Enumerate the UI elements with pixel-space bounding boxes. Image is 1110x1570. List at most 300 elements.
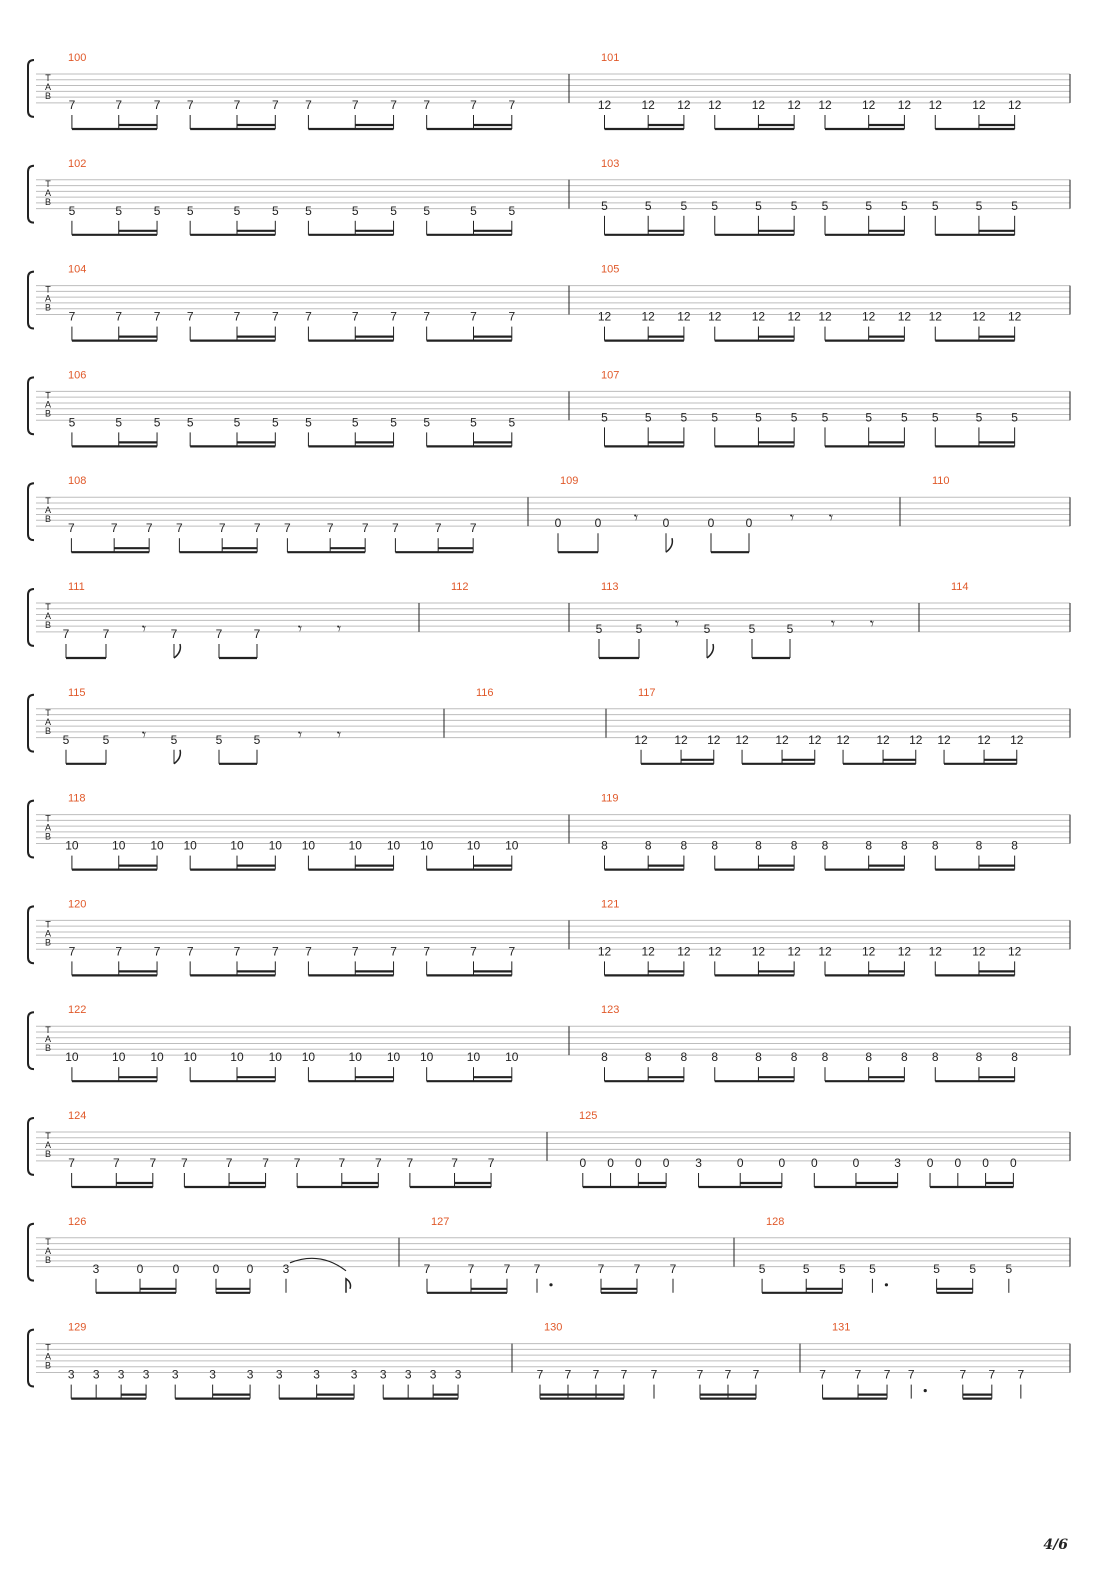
note-flag: [666, 538, 672, 552]
fret-number: 7: [1017, 1367, 1025, 1382]
fret-number: 12: [677, 944, 691, 959]
tab-system: [28, 1322, 1070, 1399]
measure: [65, 1004, 519, 1081]
eighth-rest: 𝄾: [789, 508, 795, 528]
fret-number: 5: [838, 1261, 846, 1276]
measure: [606, 687, 1024, 764]
fret-number: 12: [597, 98, 612, 112]
fret-number: 7: [907, 1367, 915, 1382]
fret-number: 0: [852, 1156, 860, 1170]
fret-number: 0: [607, 1156, 614, 1170]
fret-number: 12: [909, 732, 923, 747]
measure-number: 124: [68, 1110, 87, 1122]
fret-number: 5: [933, 1261, 940, 1276]
fret-number: 0: [662, 516, 670, 531]
fret-number: 10: [301, 838, 316, 853]
fret-number: 8: [601, 1050, 608, 1065]
fret-number: 10: [112, 838, 126, 853]
eighth-rest: 𝄾: [830, 614, 836, 633]
tab-clef-letter: A: [44, 928, 52, 939]
fret-number: 3: [454, 1367, 462, 1382]
fret-number: 7: [724, 1367, 732, 1382]
measure-number: 119: [601, 792, 619, 805]
fret-number: 3: [67, 1367, 75, 1382]
fret-number: 0: [982, 1156, 989, 1170]
eighth-rest: 𝄾: [869, 614, 875, 633]
fret-number: 5: [931, 198, 939, 213]
fret-number: 10: [150, 1050, 164, 1065]
fret-number: 7: [338, 1156, 346, 1170]
fret-number: 7: [326, 521, 334, 536]
fret-number: 7: [110, 521, 118, 536]
fret-number: 0: [554, 516, 562, 531]
fret-number: 5: [931, 410, 939, 425]
fret-number: 12: [735, 732, 749, 747]
fret-number: 7: [262, 1156, 269, 1170]
measure-number: 115: [68, 686, 86, 699]
tab-clef-letter: T: [45, 390, 51, 401]
measure: [68, 1322, 462, 1399]
fret-number: 5: [186, 203, 194, 218]
tab-clef-letter: B: [44, 1149, 52, 1159]
fret-number: 7: [620, 1367, 628, 1382]
fret-number: 7: [68, 309, 76, 324]
fret-number: 8: [1011, 1050, 1018, 1065]
fret-number: 5: [305, 203, 312, 218]
fret-number: 7: [988, 1367, 996, 1382]
page-number: 4/6: [1043, 1537, 1068, 1553]
fret-number: 12: [677, 98, 691, 112]
measure-number: 127: [431, 1215, 450, 1228]
fret-number: 12: [836, 732, 850, 747]
fret-number: 3: [92, 1261, 100, 1276]
fret-number: 5: [790, 410, 798, 425]
fret-number: 7: [233, 944, 241, 959]
measure: [528, 475, 833, 552]
fret-number: 12: [928, 309, 942, 324]
tab-clef-letter: T: [45, 178, 51, 189]
fret-number: 12: [937, 732, 951, 747]
fret-number: 7: [176, 521, 183, 536]
measure: [569, 369, 1018, 446]
fret-number: 7: [186, 98, 194, 112]
tab-system: [28, 1110, 1070, 1187]
fret-number: 7: [233, 98, 241, 112]
fret-number: 0: [246, 1261, 254, 1276]
eighth-rest: 𝄾: [297, 724, 303, 744]
fret-number: 5: [253, 732, 261, 747]
fret-number: 8: [865, 1050, 873, 1065]
fret-number: 3: [350, 1367, 358, 1382]
system-bracket: [28, 60, 34, 117]
fret-number: 12: [707, 732, 721, 747]
measure-number: 126: [68, 1215, 87, 1228]
tab-system: [28, 1004, 1070, 1081]
fret-number: 5: [680, 198, 688, 213]
fret-number: 5: [821, 198, 829, 213]
fret-number: 5: [821, 410, 829, 425]
fret-number: 5: [102, 732, 110, 747]
fret-number: 8: [821, 1050, 829, 1065]
fret-number: 10: [112, 1050, 126, 1065]
measure: [569, 793, 1018, 870]
measure: [399, 1216, 677, 1293]
note-flag: [174, 750, 180, 764]
fret-number: 0: [136, 1261, 144, 1276]
fret-number: 12: [972, 944, 986, 959]
fret-number: 10: [505, 838, 519, 853]
fret-number: 5: [305, 415, 312, 430]
fret-number: 5: [390, 415, 397, 430]
tab-clef-letter: A: [44, 716, 52, 727]
system-bracket: [28, 483, 34, 540]
fret-number: 12: [897, 944, 912, 959]
dot: [549, 1283, 552, 1286]
fret-number: 5: [802, 1261, 810, 1276]
fret-number: 12: [787, 98, 801, 112]
fret-number: 7: [423, 944, 431, 959]
fret-number: 0: [1010, 1156, 1017, 1170]
fret-number: 7: [470, 309, 477, 324]
measure: [569, 1004, 1018, 1081]
tab-clef-letter: A: [44, 1351, 52, 1362]
fret-number: 5: [755, 198, 762, 213]
fret-number: 0: [707, 516, 715, 531]
fret-number: 7: [883, 1367, 891, 1382]
fret-number: 5: [170, 732, 178, 747]
system-bracket: [28, 906, 34, 963]
fret-number: 7: [467, 1261, 475, 1276]
tab-clef-letter: T: [45, 813, 51, 824]
fret-number: 5: [748, 622, 756, 636]
fret-number: 7: [186, 309, 194, 324]
fret-number: 5: [508, 415, 516, 430]
fret-number: 7: [470, 98, 477, 112]
fret-number: 12: [597, 309, 612, 324]
fret-number: 7: [508, 98, 516, 112]
tab-clef-letter: A: [44, 1034, 52, 1045]
fret-number: 10: [268, 1050, 282, 1065]
measure-number: 128: [766, 1215, 785, 1228]
fret-number: 7: [390, 98, 397, 112]
tab-system: [28, 158, 1070, 235]
fret-number: 12: [818, 944, 832, 959]
fret-number: 0: [954, 1156, 962, 1170]
fret-number: 10: [65, 1050, 79, 1065]
tab-system: [28, 1216, 1070, 1293]
fret-number: 3: [695, 1156, 702, 1170]
fret-number: 7: [115, 309, 123, 324]
fret-number: 8: [601, 838, 608, 853]
fret-number: 7: [186, 944, 194, 959]
fret-number: 12: [1010, 732, 1024, 747]
fret-number: 5: [351, 203, 359, 218]
fret-number: 0: [926, 1156, 934, 1170]
tab-system: [28, 793, 1070, 870]
fret-number: 12: [972, 309, 986, 324]
fret-number: 12: [876, 732, 890, 747]
system-bracket: [28, 377, 34, 434]
fret-number: 10: [466, 1050, 481, 1065]
fret-number: 5: [711, 410, 719, 425]
fret-number: 5: [233, 415, 241, 430]
tab-clef-letter: T: [45, 1025, 51, 1036]
tab-clef-letter: T: [45, 496, 51, 507]
measure-number: 106: [68, 369, 87, 382]
fret-number: 3: [209, 1367, 216, 1382]
note-flag: [346, 1279, 351, 1293]
fret-number: 10: [183, 838, 197, 853]
tab-clef-letter: A: [44, 82, 52, 92]
measure-number: 118: [68, 792, 86, 805]
fret-number: 3: [313, 1367, 320, 1382]
fret-number: 5: [711, 198, 719, 213]
fret-number: 7: [470, 944, 477, 959]
fret-number: 12: [597, 944, 612, 959]
tab-clef-letter: A: [44, 611, 52, 621]
fret-number: 5: [644, 410, 652, 425]
fret-number: 5: [68, 415, 76, 430]
fret-number: 7: [392, 521, 399, 536]
fret-number: 7: [215, 627, 223, 641]
measure: [68, 898, 515, 975]
measure: [569, 52, 1022, 129]
fret-number: 7: [181, 1156, 188, 1170]
tab-clef-letter: A: [44, 187, 52, 198]
fret-number: 8: [1011, 838, 1018, 853]
fret-number: 3: [404, 1367, 412, 1382]
fret-number: 12: [674, 732, 688, 747]
eighth-rest: 𝄾: [297, 619, 303, 638]
fret-number: 0: [635, 1156, 642, 1170]
fret-number: 8: [680, 1050, 688, 1065]
measure: [569, 581, 874, 658]
measure: [68, 475, 477, 552]
fret-number: 8: [790, 838, 798, 853]
fret-number: 10: [65, 838, 79, 853]
fret-number: 3: [246, 1367, 254, 1382]
fret-number: 12: [775, 732, 789, 747]
fret-number: 8: [680, 838, 688, 853]
fret-number: 8: [755, 838, 762, 853]
measure: [900, 475, 950, 526]
fret-number: 7: [351, 944, 359, 959]
fret-number: 5: [975, 198, 983, 213]
tab-clef-letter: A: [44, 293, 52, 304]
eighth-rest: 𝄾: [828, 508, 834, 528]
fret-number: 8: [931, 838, 939, 853]
fret-number: 8: [901, 838, 908, 853]
tab-clef-letter: B: [44, 937, 52, 948]
fret-number: 3: [117, 1367, 125, 1382]
fret-number: 12: [808, 732, 822, 747]
fret-number: 7: [115, 944, 123, 959]
fret-number: 5: [790, 198, 798, 213]
system-bracket: [28, 589, 34, 646]
fret-number: 10: [183, 1050, 197, 1065]
measure-number: 116: [476, 686, 494, 699]
fret-number: 10: [230, 838, 244, 853]
tab-clef-letter: T: [45, 1342, 51, 1353]
measure: [68, 52, 515, 129]
fret-number: 5: [470, 203, 477, 218]
fret-number: 7: [271, 98, 279, 112]
fret-number: 8: [821, 838, 829, 853]
measure: [68, 1110, 495, 1187]
fret-number: 3: [171, 1367, 179, 1382]
measure-number: 100: [68, 52, 87, 64]
fret-number: 7: [959, 1367, 967, 1382]
measure-number: 130: [544, 1321, 563, 1334]
tab-system: [28, 581, 1070, 658]
measure-number: 122: [68, 1004, 87, 1017]
fret-number: 5: [470, 415, 477, 430]
fret-number: 7: [218, 521, 226, 536]
fret-number: 7: [423, 309, 431, 324]
fret-number: 7: [390, 944, 397, 959]
fret-number: 5: [390, 203, 397, 218]
fret-number: 5: [595, 622, 603, 636]
fret-number: 0: [594, 516, 602, 531]
fret-number: 7: [469, 521, 477, 536]
system-bracket: [28, 272, 34, 329]
fret-number: 7: [145, 521, 153, 536]
fret-number: 0: [579, 1156, 587, 1170]
measure-number: 102: [68, 157, 87, 170]
measure-number: 121: [601, 898, 620, 911]
measure: [68, 1216, 351, 1293]
fret-number: 12: [861, 309, 876, 324]
fret-number: 12: [787, 309, 801, 324]
measure: [63, 581, 341, 658]
fret-number: 7: [293, 1156, 301, 1170]
fret-number: 12: [708, 944, 722, 959]
measure: [547, 1110, 1017, 1187]
fret-number: 5: [115, 203, 123, 218]
fret-number: 0: [745, 516, 753, 531]
fret-number: 12: [641, 309, 655, 324]
fret-number: 7: [434, 521, 442, 536]
fret-number: 3: [429, 1367, 437, 1382]
measure: [68, 369, 515, 446]
fret-number: 7: [305, 98, 312, 112]
measure-number: 107: [601, 369, 620, 382]
fret-number: 8: [865, 838, 873, 853]
measure: [569, 898, 1022, 975]
fret-number: 12: [1007, 309, 1022, 324]
fret-number: 7: [305, 944, 312, 959]
fret-number: 3: [379, 1367, 387, 1382]
fret-number: 7: [253, 521, 261, 536]
fret-number: 5: [865, 410, 873, 425]
fret-number: 5: [901, 410, 908, 425]
system-bracket: [28, 801, 34, 858]
fret-number: 12: [897, 309, 912, 324]
fret-number: 12: [751, 944, 766, 959]
fret-number: 7: [68, 521, 75, 536]
tab-clef-letter: T: [45, 602, 51, 612]
fret-number: 3: [894, 1156, 901, 1170]
fret-number: 7: [271, 944, 279, 959]
fret-number: 7: [592, 1367, 600, 1382]
fret-number: 7: [68, 1156, 75, 1170]
fret-number: 5: [508, 203, 516, 218]
measure-number: 131: [832, 1321, 851, 1334]
fret-number: 7: [62, 627, 70, 641]
tab-clef-letter: B: [44, 408, 52, 419]
fret-number: 5: [233, 203, 241, 218]
fret-number: 5: [969, 1261, 977, 1276]
fret-number: 5: [68, 203, 76, 218]
fret-number: 7: [68, 98, 76, 112]
measure-number: 103: [601, 157, 620, 170]
measure-number: 120: [68, 898, 87, 911]
measure-number: 117: [638, 686, 656, 699]
fret-number: 5: [423, 203, 431, 218]
fret-number: 12: [897, 98, 912, 112]
fret-number: 10: [419, 1050, 434, 1065]
fret-number: 8: [755, 1050, 762, 1065]
fret-number: 7: [153, 944, 161, 959]
eighth-rest: 𝄾: [674, 614, 680, 633]
tab-clef-letter: B: [44, 1254, 52, 1265]
fret-number: 8: [901, 1050, 908, 1065]
measure: [68, 158, 515, 235]
fret-number: 10: [348, 1050, 362, 1065]
fret-number: 7: [153, 309, 161, 324]
fret-number: 7: [351, 98, 359, 112]
fret-number: 12: [928, 944, 942, 959]
measure-number: 112: [451, 581, 469, 593]
fret-number: 10: [230, 1050, 244, 1065]
fret-number: 7: [564, 1367, 572, 1382]
tab-clef-letter: B: [44, 831, 52, 842]
tab-system: [28, 369, 1070, 446]
tab-clef-letter: B: [44, 725, 52, 736]
tab-clef-letter: A: [44, 399, 52, 410]
measure-number: 101: [601, 52, 620, 64]
fret-number: 5: [271, 203, 279, 218]
fret-number: 0: [662, 1156, 670, 1170]
fret-number: 7: [253, 627, 261, 641]
measure-number: 110: [932, 475, 950, 488]
measure: [919, 581, 969, 632]
measure: [68, 264, 515, 341]
fret-number: 5: [786, 622, 794, 636]
tab-clef-letter: A: [44, 1140, 52, 1150]
fret-number: 8: [975, 1050, 983, 1065]
eighth-rest: 𝄾: [633, 508, 639, 528]
tab-system: [28, 687, 1070, 764]
measure-number: 108: [68, 475, 87, 488]
fret-number: 7: [669, 1261, 677, 1276]
fret-number: 8: [790, 1050, 798, 1065]
fret-number: 5: [423, 415, 431, 430]
fret-number: 0: [172, 1261, 180, 1276]
fret-number: 10: [150, 838, 164, 853]
fret-number: 12: [977, 732, 991, 747]
fret-number: 8: [975, 838, 983, 853]
measure-number: 129: [68, 1321, 87, 1334]
fret-number: 0: [212, 1261, 220, 1276]
fret-number: 12: [1007, 944, 1022, 959]
system-bracket: [28, 1224, 34, 1281]
fret-number: 5: [1011, 410, 1018, 425]
fret-number: 5: [153, 203, 161, 218]
measure-number: 109: [560, 475, 579, 488]
fret-number: 5: [215, 732, 223, 747]
fret-number: 7: [508, 944, 516, 959]
